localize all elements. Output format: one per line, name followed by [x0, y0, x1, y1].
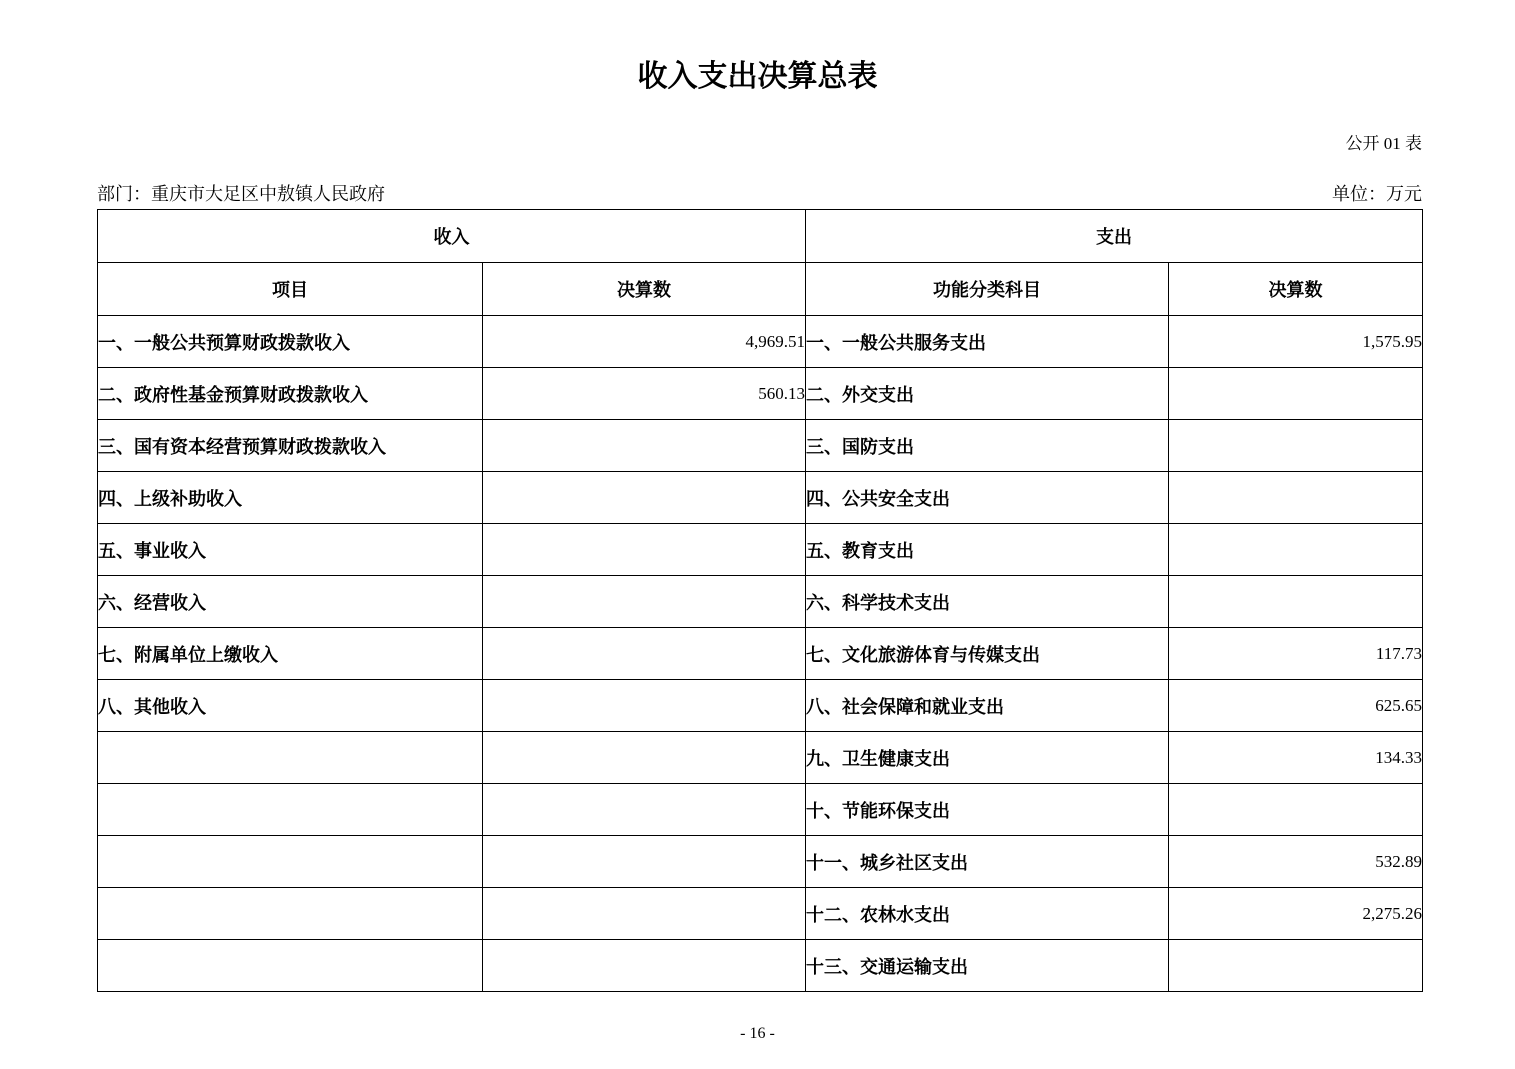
income-value	[483, 420, 806, 472]
expense-item: 十三、交通运输支出	[806, 940, 1169, 992]
table-row	[98, 888, 1423, 940]
expense-item: 七、文化旅游体育与传媒支出	[806, 628, 1169, 680]
expense-value	[1169, 420, 1423, 472]
expense-value	[1169, 524, 1423, 576]
table-row	[98, 940, 1423, 992]
expense-item: 五、教育支出	[806, 524, 1169, 576]
income-value	[483, 836, 806, 888]
income-item	[98, 732, 483, 784]
column-header-row	[98, 263, 1423, 316]
income-value: 4,969.51	[483, 316, 806, 368]
expense-item: 四、公共安全支出	[806, 472, 1169, 524]
section-header-row	[98, 210, 1423, 263]
table-row	[98, 784, 1423, 836]
income-value	[483, 784, 806, 836]
table-row	[98, 836, 1423, 888]
income-value	[483, 628, 806, 680]
income-item-column-header: 项目	[98, 263, 483, 316]
expense-item: 十、节能环保支出	[806, 784, 1169, 836]
expense-item: 十一、城乡社区支出	[806, 836, 1169, 888]
table-row	[98, 316, 1423, 368]
income-value	[483, 576, 806, 628]
income-value	[483, 940, 806, 992]
table-row	[98, 732, 1423, 784]
expense-item: 二、外交支出	[806, 368, 1169, 420]
income-value	[483, 732, 806, 784]
income-item: 六、经营收入	[98, 576, 483, 628]
expense-value: 2,275.26	[1169, 888, 1423, 940]
unit-label: 单位：万元	[1332, 184, 1422, 204]
page-title: 收入支出决算总表	[637, 60, 878, 93]
income-item: 二、政府性基金预算财政拨款收入	[98, 368, 483, 420]
table-row	[98, 524, 1423, 576]
income-value: 560.13	[483, 368, 806, 420]
income-value	[483, 524, 806, 576]
expense-item: 六、科学技术支出	[806, 576, 1169, 628]
table-row	[98, 472, 1423, 524]
income-item	[98, 888, 483, 940]
expense-value-column-header: 决算数	[1169, 263, 1423, 316]
expense-value	[1169, 940, 1423, 992]
expense-value: 134.33	[1169, 732, 1423, 784]
expense-item: 八、社会保障和就业支出	[806, 680, 1169, 732]
budget-summary-table	[97, 209, 1423, 992]
expense-value: 1,575.95	[1169, 316, 1423, 368]
income-section-header: 收入	[98, 210, 806, 263]
table-code-label: 公开 01 表	[1345, 134, 1422, 153]
meta-row	[97, 183, 1422, 205]
table-row	[98, 368, 1423, 420]
income-value	[483, 472, 806, 524]
income-value	[483, 680, 806, 732]
income-item	[98, 836, 483, 888]
expense-section-header: 支出	[806, 210, 1423, 263]
department-label: 部门：重庆市大足区中敖镇人民政府	[97, 184, 385, 204]
expense-value: 532.89	[1169, 836, 1423, 888]
table-row	[98, 628, 1423, 680]
income-item: 四、上级补助收入	[98, 472, 483, 524]
expense-item: 十二、农林水支出	[806, 888, 1169, 940]
table-row	[98, 680, 1423, 732]
expense-value	[1169, 472, 1423, 524]
income-item: 五、事业收入	[98, 524, 483, 576]
income-item: 三、国有资本经营预算财政拨款收入	[98, 420, 483, 472]
income-item	[98, 784, 483, 836]
table-row	[98, 576, 1423, 628]
expense-value	[1169, 576, 1423, 628]
income-item: 一、一般公共预算财政拨款收入	[98, 316, 483, 368]
income-item	[98, 940, 483, 992]
expense-item: 一、一般公共服务支出	[806, 316, 1169, 368]
expense-value: 625.65	[1169, 680, 1423, 732]
expense-value	[1169, 368, 1423, 420]
expense-value: 117.73	[1169, 628, 1423, 680]
expense-item: 三、国防支出	[806, 420, 1169, 472]
income-value-column-header: 决算数	[483, 263, 806, 316]
expense-value	[1169, 784, 1423, 836]
table-row	[98, 420, 1423, 472]
income-value	[483, 888, 806, 940]
expense-item-column-header: 功能分类科目	[806, 263, 1169, 316]
income-item: 七、附属单位上缴收入	[98, 628, 483, 680]
expense-item: 九、卫生健康支出	[806, 732, 1169, 784]
page-number: - 16 -	[740, 1025, 775, 1042]
income-item: 八、其他收入	[98, 680, 483, 732]
